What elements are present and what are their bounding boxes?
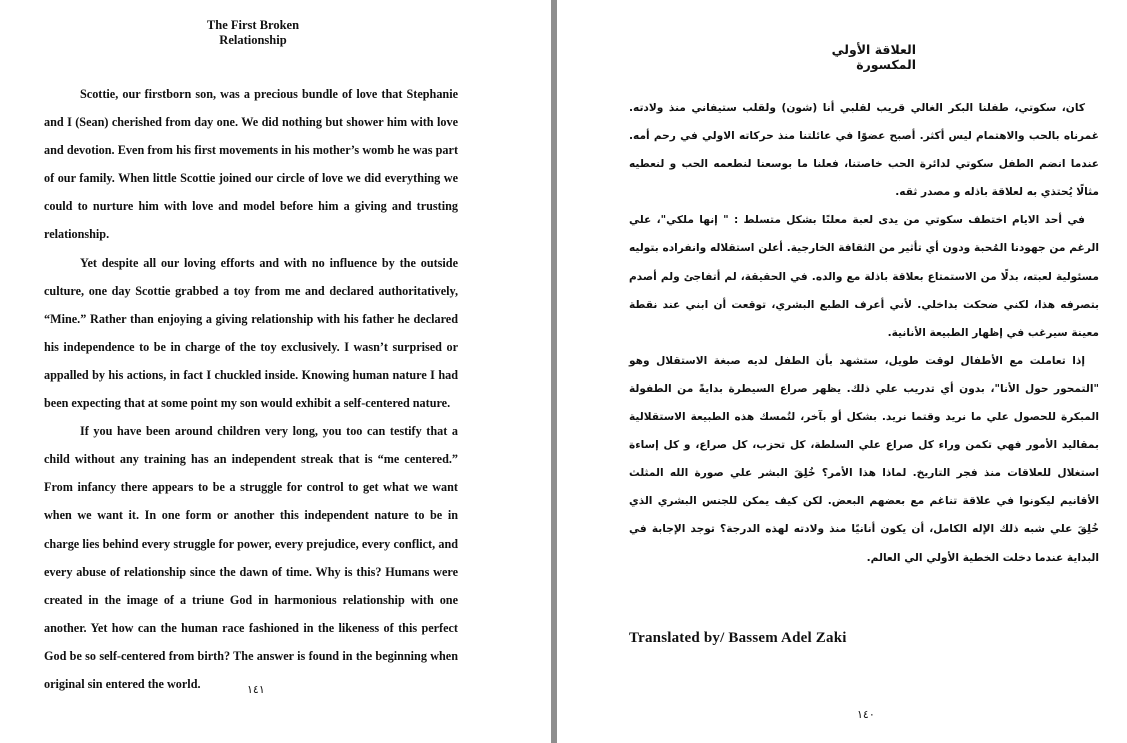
- translator-credit: Translated by/ Bassem Adel Zaki: [629, 630, 847, 646]
- arabic-paragraph-1: كان، سكوتي، طفلنا البكر الغالي قريب لقلبي أنا (شون) ولقلب ستيفاني منذ ولادته. غمرناه بالحب والاهتمام ليس أكثر. أصبح عضوًا في عائلتنا منذ حركاته الاولي في رحم أمه. عندما انضم الطفل سكوتي لدائرة الحب خاصتنا، فعلنا ما بوسعنا لنطعمه الحب و لنعطيه مثالًا يُحتذي به لعلاقة باذله و مصدر ثقه.: [629, 102, 1099, 199]
- english-title-line-2: Relationship: [219, 33, 287, 47]
- arabic-body-text: [629, 94, 1099, 572]
- arabic-paragraph-2: في أحد الايام اختطف سكوتي من يدى لعبة معلنًا بشكل متسلط : " إنها ملكي"، علي الرغم من جهودنا المُحبة ودون أي تأثير من الثقافة الخارجية. أعلن استقلاله وانفراده بتوليه مسئولية لعبته، بدلًا من الاستمتاع بعلاقة باذلة مع والده. في الحقيقة، لم أتفاجئ ولم أصدم بتصرفه هذا، لكني ضحكت بداخلي. لأني أعرف الطبع البشري، توقعت أن ابني عند نقطة معينة سيرغب في إظهار الطبيعة الأنانية.: [629, 214, 1099, 339]
- english-title-line-1: The First Broken: [206, 18, 300, 32]
- arabic-paragraph-3: إذا تعاملت مع الأطفال لوقت طويل، ستشهد بأن الطفل لديه صبغة الاستقلال وهو "التمحور حول الأنا"، بدون أي تدريب علي ذلك. يظهر صراع السيطرة بدايةً من الطفولة المبكرة للحصول علي ما نريد وقتما نريد. بشكل أو بآخر، لتُمسك هذه الطبيعة الاستقلالية بمقاليد الأمور فهي تكمن وراء كل صراع علي السلطة، كل تحزب، كل صراع، و كل إساءة استغلال للعلاقات منذ فجر التاريخ. لماذا هذا الأمر؟ خُلِقَ البشر علي صورة الله المثلث الأقانيم ليكونوا في علاقة تناغم مع بعضهم البعض. لكن كيف يمكن للجنس البشري الذي خُلِقَ علي شبه ذلك الإله الكامل، أن يكون أنانيًا منذ ولادته لهذه الدرجة؟ توجد الإجابة في البداية عندما دخلت الخطية الأولي الي العالم.: [629, 354, 1099, 564]
- arabic-chapter-title: العلاقة الأولي المكسورة: [831, 42, 916, 72]
- right-page-number: ١٤٠: [857, 708, 875, 721]
- english-paragraph-2: Yet despite all our loving efforts and with no influence by the outside culture, one day Scottie grabbed a toy from me and declared authoritatively, “Mine.” Rather than enjoying a giving relationship with his father he declared his independence to be in charge of the toy exclusively. I wasn’t surprised or appalled by his actions, in fact I chuckled inside. Knowing human nature I had been expecting that at some point my son would exhibit a self-centered nature.: [44, 255, 458, 411]
- english-paragraph-1: Scottie, our firstborn son, was a precious bundle of love that Stephanie and I (Sean) cherished from day one. We did nothing but shower him with love and devotion. Even from his first movements in his mother’s womb he was part of our family. When little Scottie joined our circle of love we did everything we could to nurture him with love and model before him a giving and trusting relationship.: [44, 87, 458, 242]
- left-page-number: ١٤١: [247, 683, 265, 696]
- english-chapter-title: [150, 18, 356, 48]
- english-paragraph-3: If you have been around children very long, you too can testify that a child without any training has an independent streak that is “me centered.” From infancy there appears to be a struggle for control to get what we want when we want it. In one form or another this independent nature to be in charge lies behind every struggle for power, every prejudice, every conflict, and every abuse of relationship since the dawn of time. Why is this? Humans were created in the image of a triune God in harmonious relationship with one another. Yet how can the human race fashioned in the likeness of this perfect God be so self-centered from birth? The answer is found in the beginning when original sin entered the world.: [44, 424, 458, 691]
- english-body-text: [44, 80, 458, 698]
